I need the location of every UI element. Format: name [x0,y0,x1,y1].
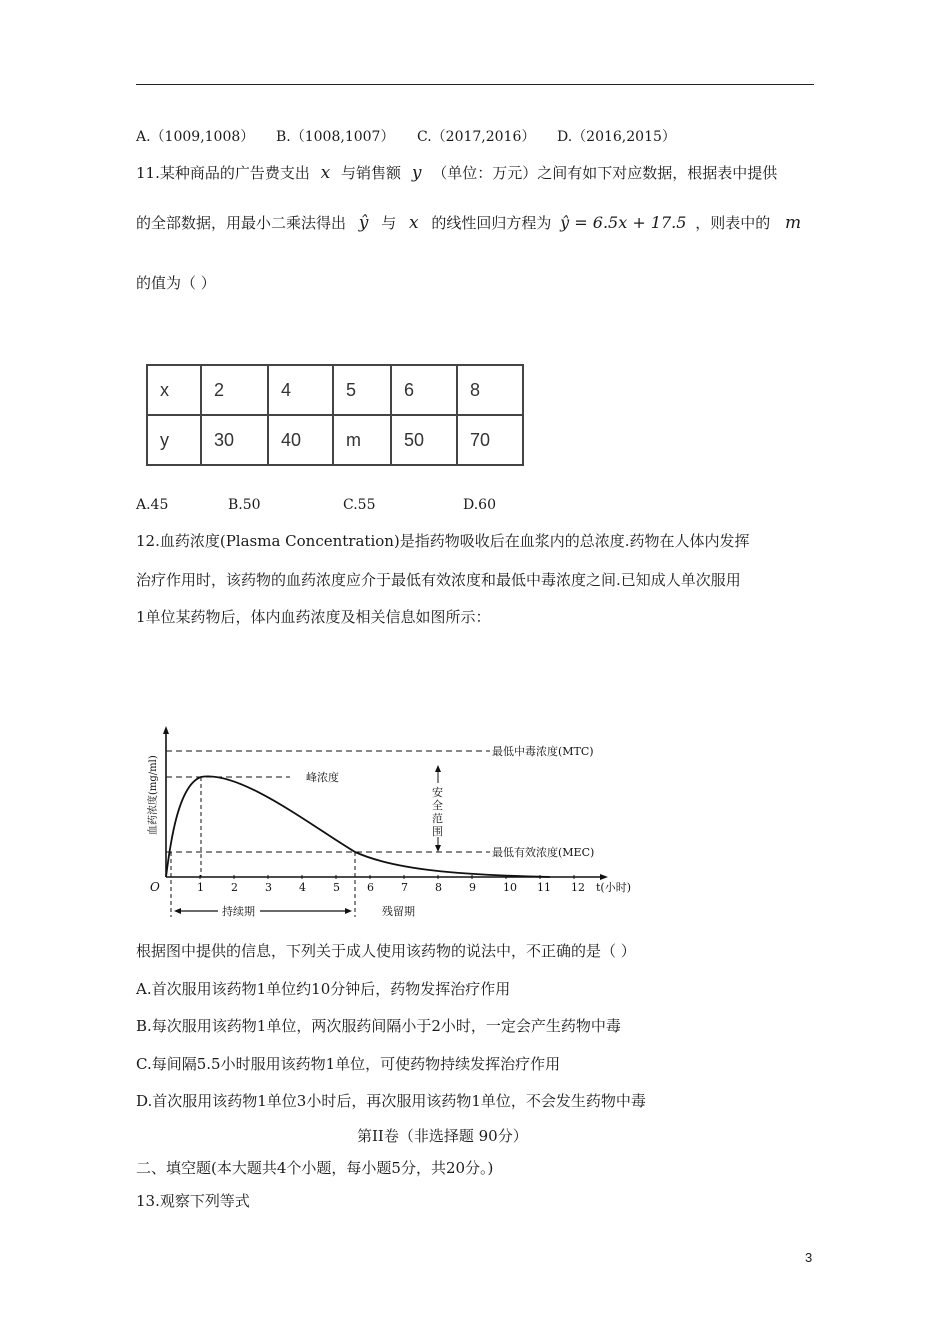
q12-line3: 1单位某药物后，体内血药浓度及相关信息如图所示： [136,608,491,626]
regression-equation: ŷ = 6.5x + 17.5 [560,213,687,232]
table-cell: 5 [333,365,391,415]
table-cell: 4 [268,365,333,415]
q11-line1: 11.某种商品的广告费支出 x 与销售额 y （单位：万元）之间有如下对应数据，根据表中提供 [136,163,778,183]
duration-label: 持续期 [222,905,255,918]
table-cell: 6 [391,365,457,415]
q12-line2: 治疗作用时，该药物的血药浓度应介于最低有效浓度和最低中毒浓度之间.已知成人单次服用 [136,571,741,589]
mec-label: 最低有效浓度(MEC) [492,846,595,859]
q11-option-b: B.50 [228,497,261,513]
origin-label: O [150,880,160,894]
data-table [146,364,524,466]
q13-stem: 13.观察下列等式 [136,1192,250,1210]
x-tick-label: 12 [571,881,585,894]
y-axis-label: 血药浓度(mg/ml) [148,755,159,835]
mtc-label: 最低中毒浓度(MTC) [492,745,594,758]
x-tick-label: 9 [469,881,476,894]
x-axis-arrow [600,874,608,880]
q12-line1: 12.血药浓度(Plasma Concentration)是指药物吸收后在血浆内的总浓度.药物在人体内发挥 [136,532,750,550]
y-axis-arrow [163,726,169,734]
q12-option-b: B.每次服用该药物1单位，两次服药间隔小于2小时，一定会产生药物中毒 [136,1017,621,1035]
table-cell: 8 [457,365,523,415]
table-cell: x [147,365,201,415]
safe-label-1: 安 [432,786,443,799]
safe-label-2: 全 [432,799,443,812]
q10-option-b: B.（1008,1007） [276,129,395,145]
part2-title: 第II卷（非选择题 90分） [357,1127,528,1145]
x-tick-label: 3 [265,881,272,894]
x-tick-label: 6 [367,881,374,894]
concentration-chart [130,725,650,930]
table-cell: 40 [268,415,333,465]
safe-label-3: 范 [432,812,443,825]
safe-label-4: 围 [432,825,443,838]
q11-line3: 的值为（ ） [136,274,216,292]
x-tick-label: 4 [299,881,306,894]
x-tick-label: 11 [537,881,551,894]
table-cell: m [333,415,391,465]
q11-option-c: C.55 [343,497,376,513]
q10-option-c: C.（2017,2016） [417,129,536,145]
x-tick-label: 8 [435,881,442,894]
table-cell: 50 [391,415,457,465]
residual-label: 残留期 [382,905,415,918]
q12-option-c: C.每间隔5.5小时服用该药物1单位，可使药物持续发挥治疗作用 [136,1055,561,1073]
section2-heading: 二、填空题(本大题共4个小题，每小题5分，共20分。) [136,1159,494,1177]
table-cell: y [147,415,201,465]
peak-label: 峰浓度 [306,771,339,784]
q11-option-a: A.45 [136,497,169,513]
table-cell: 30 [201,415,268,465]
x-tick-label: 7 [401,881,408,894]
q12-option-a: A.首次服用该药物1单位约10分钟后，药物发挥治疗作用 [136,980,511,998]
q12-option-d: D.首次服用该药物1单位3小时后，再次服用该药物1单位，不会发生药物中毒 [136,1092,646,1110]
q10-option-a: A.（1009,1008） [136,129,255,145]
q12-stem: 根据图中提供的信息，下列关于成人使用该药物的说法中，不正确的是（ ） [136,942,636,960]
q11-line2: 的全部数据，用最小二乘法得出 ŷ 与 x 的线性回归方程为 ŷ = 6.5x + 17.5 ，则表中的 m [136,213,802,233]
q10-option-d: D.（2016,2015） [557,129,676,145]
x-tick-label: 5 [333,881,340,894]
x-tick-label: 10 [503,881,517,894]
table-row [147,415,523,465]
page-number: 3 [805,1250,813,1265]
x-tick-label: 1 [197,881,204,894]
concentration-curve [166,776,550,877]
header-rule [136,84,814,85]
q11-option-d: D.60 [463,497,496,513]
x-tick-label: 2 [231,881,238,894]
x-tick-labels [197,875,585,894]
table-cell: 70 [457,415,523,465]
table-cell: 2 [201,365,268,415]
table-row [147,365,523,415]
x-axis-label: t(小时) [596,881,632,894]
